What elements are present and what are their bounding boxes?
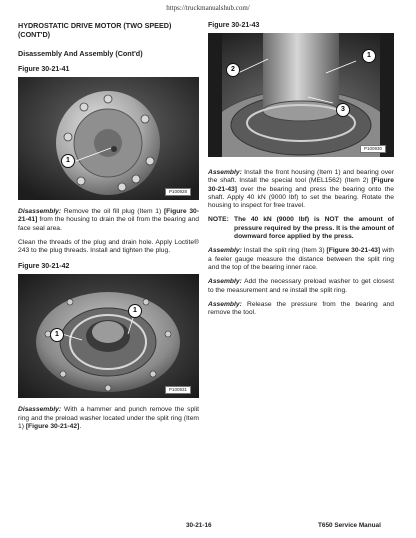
figure-reference: [Figure 30-21-42] (25, 423, 80, 431)
step-text: . (79, 423, 82, 431)
step-lead: Disassembly: (18, 208, 62, 215)
figure-photo-press-tool (208, 33, 394, 157)
step-text: from the housing to drain the oil from the bearing and face seal area. (18, 216, 199, 232)
section-subtitle: Disassembly And Assembly (Cont'd) (18, 49, 143, 58)
manual-title: T650 Service Manual (318, 522, 381, 529)
step-text: Add the necessary preload washer to get closest to the measurement and re install the split ring. (208, 278, 394, 294)
callout-item-2: 2 (226, 63, 240, 77)
assembly-step-2 (208, 247, 394, 272)
clean-threads-paragraph: Clean the threads of the plug and drain hole. Apply Loctite® 243 to the plug threads. Install and tighten the plug. (18, 238, 199, 255)
figure-reference: [Figure 30-21-43] (326, 247, 381, 255)
section-title (18, 22, 199, 39)
callout-item-1: 1 (128, 304, 142, 318)
step-lead: Assembly: (208, 278, 242, 286)
figure-reference: [Figure 30-21-41] (18, 208, 199, 224)
photo-code: P100931 (165, 386, 191, 394)
photo-code: P100930 (360, 145, 386, 153)
callout-item-3: 3 (336, 103, 350, 117)
note-text: The 40 kN (9000 lbf) is NOT the amount of pressure required by the press. It is the amount of downward force applied by the press. (234, 216, 394, 241)
step-text: over the bearing and press the bearing onto the shaft. Apply 40 kN (9000 lbf) to set the bearing. Rotate the housing to inspect for free travel. (208, 185, 394, 210)
section-title-line-2: (CONT'D) (18, 29, 51, 39)
step-lead: Assembly: (208, 169, 242, 176)
step-text: Install the front housing (Item 1) and bearing over the shaft. Install the special tool (MEL1562) (Item 2) (208, 169, 394, 185)
photo-code: P100928 (165, 188, 191, 196)
figure-caption-30-21-42: Figure 30-21-42 (18, 263, 70, 271)
step-lead: Assembly: (208, 247, 242, 255)
callout-item-1: 1 (362, 49, 376, 63)
note-block (208, 216, 394, 241)
step-text: Remove the oil fill plug (Item 1) (61, 208, 164, 215)
step-text: With a hammer and punch remove the split ring and the preload washer located under the split ring (Item 1) (18, 406, 199, 431)
disassembly-step-1 (18, 208, 199, 233)
figure-caption-30-21-43: Figure 30-21-43 (208, 22, 260, 29)
figure-reference: [Figure 30-21-43] (208, 177, 394, 193)
callout-item-1: 1 (61, 154, 75, 168)
callout-item-1: 1 (50, 328, 64, 342)
step-text: Release the pressure from the bearing and remove the tool. (208, 300, 394, 317)
assembly-step-1 (208, 169, 394, 210)
split-ring-illustration (18, 274, 199, 398)
figure-photo-split-ring (18, 274, 199, 398)
motor-hub-illustration (18, 77, 199, 200)
right-column (208, 22, 394, 323)
section-title-line-1: HYDROSTATIC DRIVE MOTOR (TWO SPEED) (18, 21, 172, 30)
figure-caption-30-21-41: Figure 30-21-41 (18, 66, 70, 73)
source-url[interactable]: https://truckmanualshub.com/ (166, 4, 250, 12)
note-label: NOTE: (208, 216, 229, 224)
step-lead: Assembly: (208, 300, 242, 308)
disassembly-step-2 (18, 406, 199, 431)
assembly-step-4 (208, 301, 394, 318)
step-lead: Disassembly: (18, 406, 62, 414)
left-column (18, 22, 199, 437)
step-text: with a feeler gauge measure the distance between the split ring and the top of the bearing inner race. (208, 247, 394, 271)
assembly-step-3 (208, 278, 394, 295)
page-number: 30-21-16 (186, 522, 212, 529)
step-text: Install the split ring (Item 3) (241, 247, 327, 255)
figure-photo-drain-plug (18, 77, 199, 200)
